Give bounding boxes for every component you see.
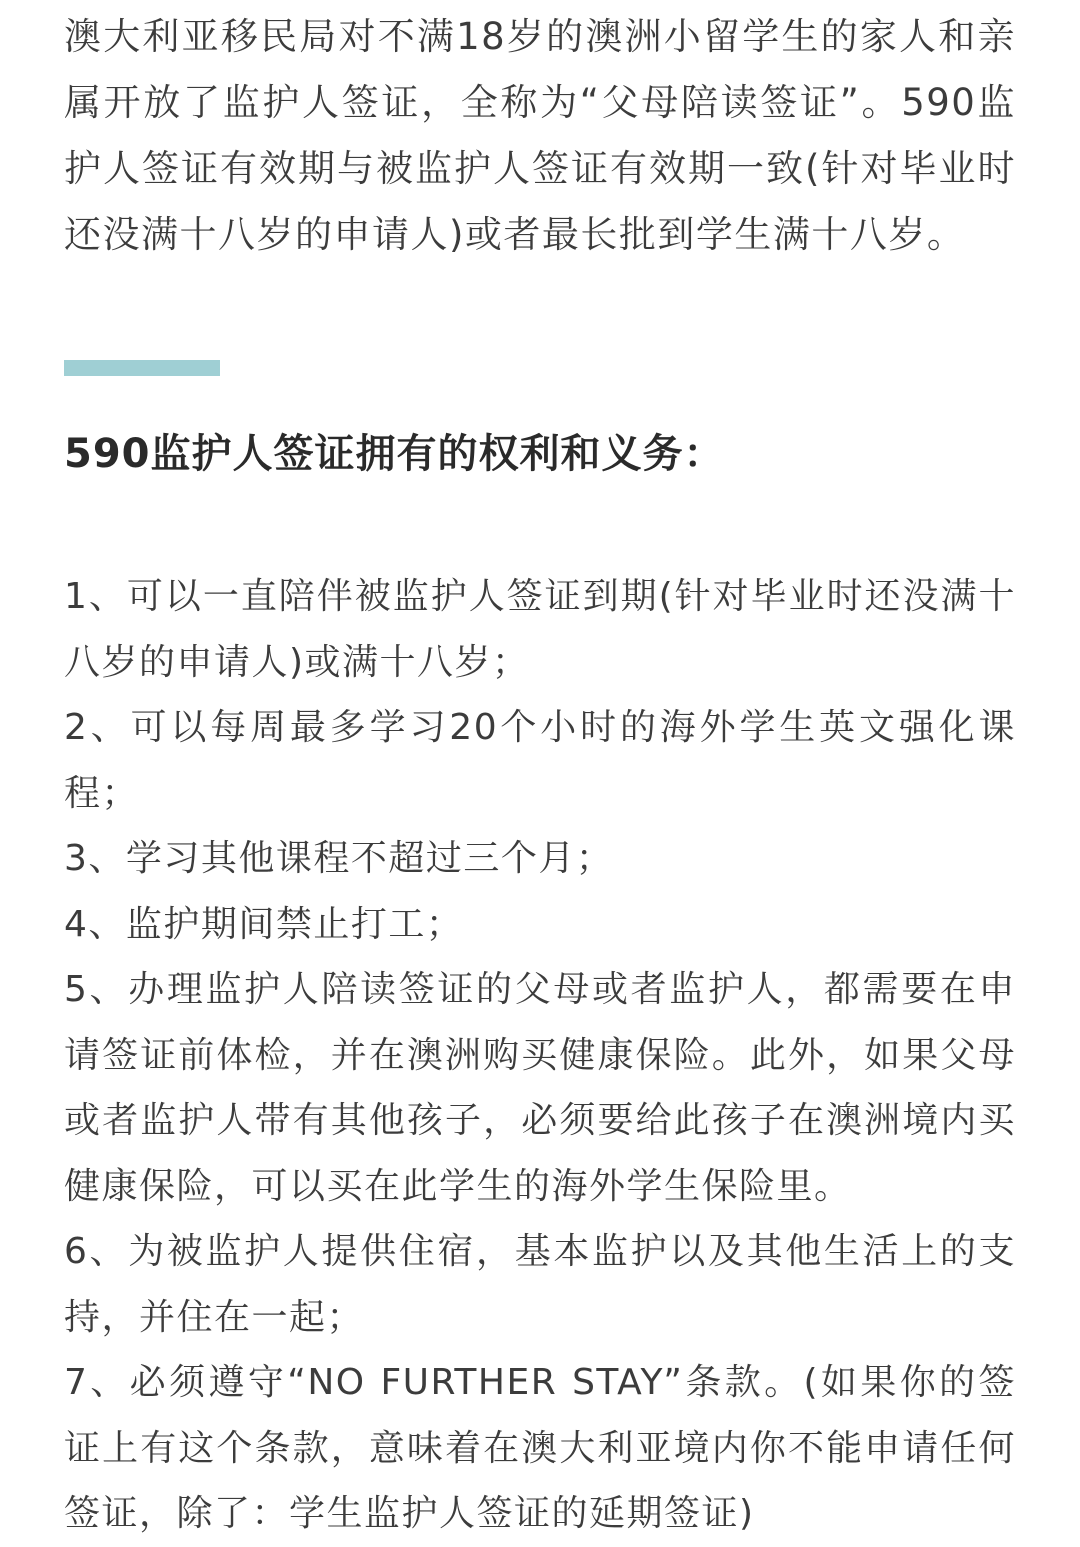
list-item: 2、可以每周最多学习20个小时的海外学生英文强化课程；: [64, 707, 1016, 814]
list-item: 4、监护期间禁止打工；: [64, 903, 464, 945]
section-heading: 590监护人签证拥有的权利和义务：: [64, 431, 725, 477]
list-item: 3、学习其他课程不超过三个月；: [64, 838, 614, 879]
list-item: 6、为被监护人提供住宿，基本监护以及其他生活上的支持，并住在一起；: [64, 1231, 1016, 1338]
list-item: 5、办理监护人陪读签证的父母或者监护人，都需要在申请签证前体检，并在澳洲购买健康保险。此外，如果父母或者监护人带有其他孩子，必须要给此孩子在澳洲境内买健康保险，可以买在此学生的海外学生保险里。: [64, 969, 1016, 1207]
list-item: 7、必须遵守“NO FURTHER STAY”条款。(如果你的签证上有这个条款，意味着在澳大利亚境内你不能申请任何签证，除了：学生监护人签证的延期签证): [64, 1362, 1016, 1534]
list-item: 1、可以一直陪伴被监护人签证到期(针对毕业时还没满十八岁的申请人)或满十八岁；: [64, 576, 1016, 683]
section-divider: [64, 360, 220, 376]
rights-list: [64, 564, 1016, 1547]
article-body: [64, 4, 1016, 1547]
intro-paragraph: 澳大利亚移民局对不满18岁的澳洲小留学生的家人和亲属开放了监护人签证，全称为“父母陪读签证”。590监护人签证有效期与被监护人签证有效期一致(针对毕业时还没满十八岁的申请人)或者最长批到学生满十八岁。: [64, 15, 1016, 256]
